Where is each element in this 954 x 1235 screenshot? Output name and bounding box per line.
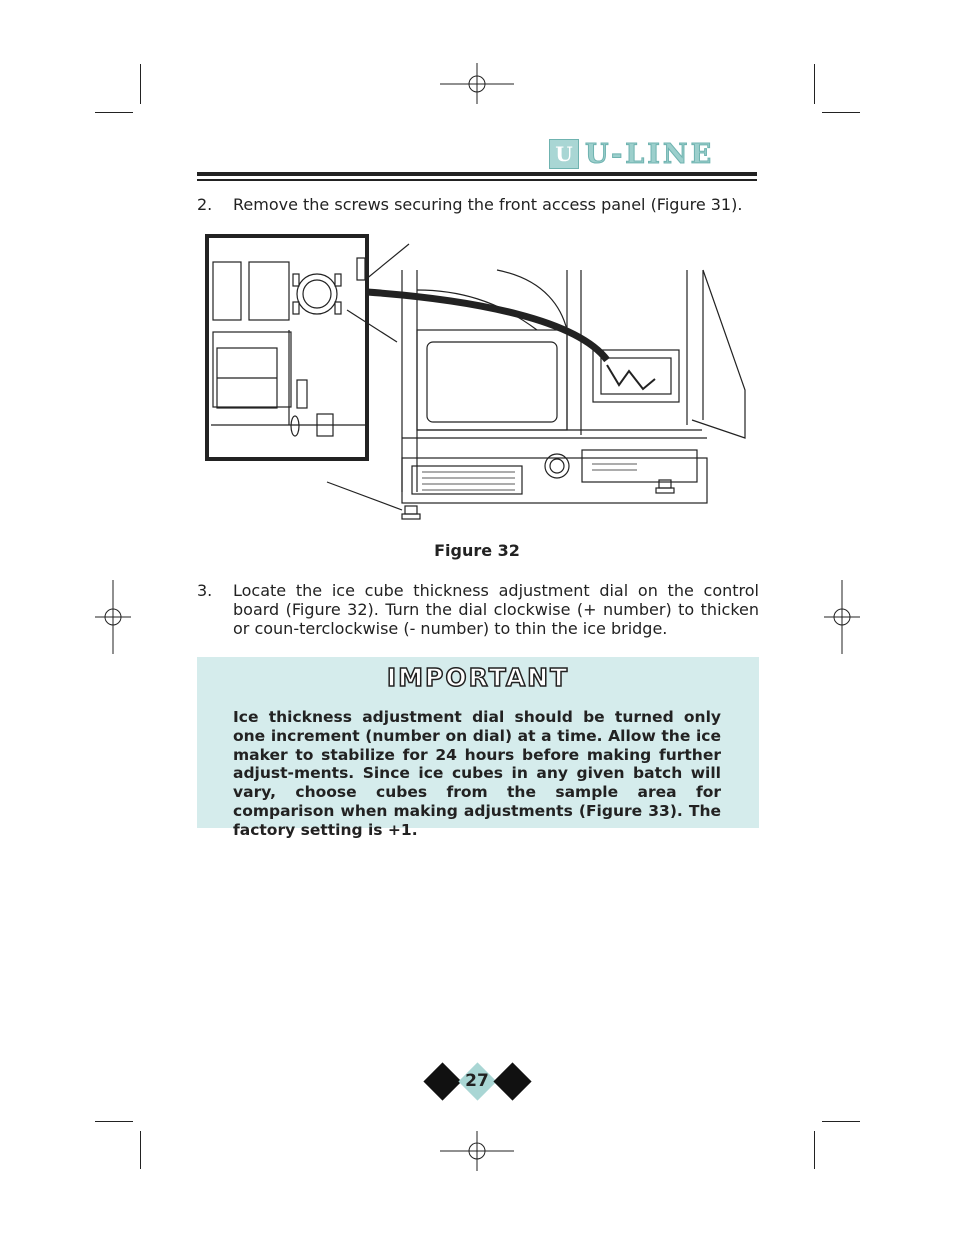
important-title: IMPORTANT	[386, 663, 570, 692]
step-2	[197, 195, 759, 214]
step-text: Remove the screws securing the front access panel (Figure 31).	[233, 195, 743, 214]
header-rule	[197, 172, 757, 176]
important-body: Ice thickness adjustment dial should be turned only one increment (number on dial) at a time. Allow the ice maker to stabilize for 24 hours before making further adjust-ments. Since ice cubes in any given batch will vary, choose cubes from the sample area for comparison when making adjustments (Figure 33). The factory setting is +1.	[233, 708, 721, 839]
ice-maker-control-dial-illustration	[197, 230, 759, 530]
step-text: Locate the ice cube thickness adjustment dial on the control board (Figure 32). Turn the dial clockwise (+ number) to thicken or coun-terclockwise (- number) to thin the ice bridge.	[233, 581, 759, 638]
step-number: 2.	[197, 195, 213, 214]
page-number: 27	[465, 1071, 489, 1091]
brand-logo	[549, 134, 759, 174]
step-3	[197, 581, 759, 638]
figure-caption: Figure 32	[434, 541, 520, 560]
u-logo-icon: U	[549, 139, 579, 169]
step-number: 3.	[197, 581, 213, 600]
header-rule-thin	[197, 179, 757, 181]
important-notice	[197, 657, 759, 839]
page-number-badge	[424, 1061, 534, 1103]
brand-name: U-LINE	[585, 138, 715, 170]
